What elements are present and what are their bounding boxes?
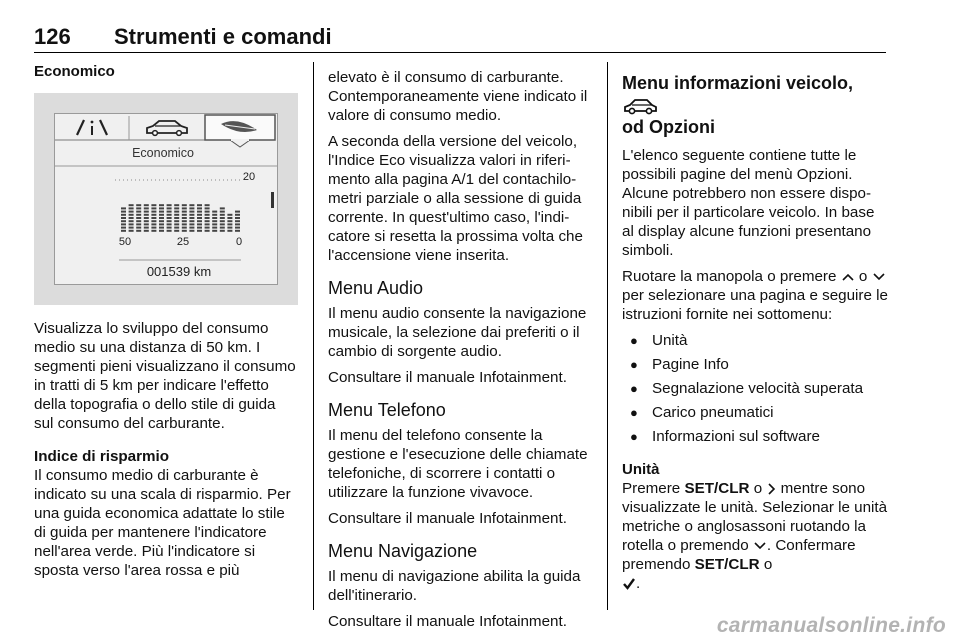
consumption-bar (220, 207, 225, 231)
chevron-right-icon (766, 482, 776, 496)
heading-menu-audio: Menu Audio (328, 278, 424, 298)
column-right (622, 72, 888, 600)
paragraph: Il consumo medio di carburante è indicato su una scala di risparmio. Per una guida economica adattate lo stile di guida per mantenere l'indicatore nell'area verde. Più l'indicatore si sposta verso l'area rossa e più (34, 467, 291, 579)
text-run: . (636, 575, 641, 592)
list-item: ● Informazioni sul software (622, 427, 888, 446)
heading-text: od Opzioni (622, 117, 715, 137)
chevron-down-icon (872, 272, 886, 282)
scale-label-0: 0 (235, 236, 243, 248)
consumption-bar (167, 204, 172, 232)
car-icon (622, 97, 658, 115)
text-run: . (766, 537, 772, 554)
consumption-bar (182, 204, 187, 232)
subheading-unita: Unità (622, 461, 660, 478)
paragraph (622, 267, 888, 324)
scale-label-25: 25 (176, 236, 190, 248)
heading-menu-telefono: Menu Telefono (328, 400, 446, 420)
consumption-bar (151, 204, 156, 232)
scale-label-50: 50 (118, 236, 132, 248)
text-run: Premere (622, 480, 681, 497)
page-header (34, 18, 886, 53)
page-number: 126 (34, 24, 71, 49)
key-label-set-clr: SET/CLR (694, 556, 760, 573)
paragraph: elevato è il consumo di carburante. Contemporaneamente viene indicato il valore di consumo medio. (328, 69, 588, 124)
paragraph: Consultare il manuale Infotainment. (328, 369, 567, 386)
consumption-bars (121, 204, 240, 232)
paragraph: Consultare il manuale Infotainment. (328, 613, 567, 630)
odometer-readout: 001539 km (146, 264, 212, 279)
heading-menu-informazioni-veicolo (622, 72, 888, 138)
paragraph: A seconda della versione del veicolo, l'Indice Eco visualizza valori in riferimento alla pagina A/1 del contachilometri parziale o alla sessione di guida corrente. In quest'ultimo caso, l'indicatore si resetta la prossima volta che l'accensione viene inserita. (328, 133, 583, 264)
consumption-bar (235, 211, 240, 232)
column-divider (313, 62, 314, 610)
scroll-indicator (271, 192, 274, 208)
heading-menu-navigazione: Menu Navigazione (328, 541, 478, 561)
checkmark-icon (622, 577, 636, 591)
section-heading-economico: Economico (34, 63, 115, 80)
watermark: carmanualsonline.info (716, 614, 946, 637)
consumption-bar (227, 214, 232, 232)
text-run: per selezionare una pagina e seguire le istruzioni fornite nei sottomenu: (622, 287, 888, 323)
consumption-bar (159, 204, 164, 232)
display-graphic (55, 114, 277, 284)
list-item: ● Unità (622, 331, 888, 350)
column-left (34, 62, 298, 587)
list-item: ● Carico pneumatici (622, 403, 888, 422)
consumption-bar (174, 204, 179, 232)
paragraph: Consultare il manuale Infotainment. (328, 510, 567, 527)
text-run: Ruotare la manopola o premere (622, 268, 837, 285)
display-tab-label: Economico (132, 146, 194, 160)
subheading-indice-di-risparmio: Indice di risparmio (34, 448, 170, 465)
instrument-display-figure (34, 93, 298, 305)
consumption-bar (212, 211, 217, 232)
consumption-bar (144, 204, 149, 232)
chapter-title: Strumenti e comandi (114, 24, 332, 49)
options-list (622, 331, 888, 446)
column-middle (328, 68, 592, 638)
consumption-bar (121, 207, 126, 231)
consumption-bar (205, 204, 210, 232)
text-run: o (858, 268, 868, 285)
text-run: mentre sono visualizzate le unità. Selezionar le unità metriche o anglosassoni ruotando la rotella o premendo (622, 480, 888, 554)
scale-max-label: 20 (242, 171, 256, 183)
chevron-down-icon (753, 541, 767, 551)
paragraph (622, 479, 888, 593)
paragraph: Il menu di navigazione abilita la guida dell'itinerario. (328, 568, 581, 604)
list-item: ● Pagine Info (622, 355, 888, 374)
chevron-up-icon (841, 272, 855, 282)
text-run: o (753, 480, 763, 497)
heading-text: Menu informazioni veicolo, (622, 73, 854, 93)
display-screen (54, 113, 278, 285)
paragraph: Il menu del telefono consente la gestione e l'esecuzione delle chiamate telefoniche, di scorrere i contatti o utilizzare la funzione vivavoce. (328, 427, 588, 501)
consumption-bar (189, 204, 194, 232)
consumption-bar (136, 204, 141, 232)
road-info-icon (77, 120, 107, 135)
paragraph: Il menu audio consente la navigazione musicale, la selezione dai preferiti o il cambio di sorgente audio. (328, 305, 587, 360)
paragraph: Visualizza lo sviluppo del consumo medio su una distanza di 50 km. I segmenti pieni visualizzano il consumo in tratti di 5 km per indicare l'effetto della topografia o dello stile di guida sul consumo del carburante. (34, 320, 296, 432)
car-icon (147, 121, 187, 135)
text-run: Confermare premendo (622, 537, 856, 573)
consumption-bar (197, 204, 202, 232)
list-item: ● Segnalazione velocità superata (622, 379, 888, 398)
key-label-set-clr: SET/CLR (684, 480, 750, 497)
consumption-bar (129, 204, 134, 232)
paragraph: L'elenco seguente contiene tutte le possibili pagine del menù Opzioni. Alcune potrebbero non essere disponibili per il particolare veicolo. In base al display alcune funzioni presentano simboli. (622, 147, 875, 259)
column-divider (607, 62, 608, 610)
text-run: o (763, 556, 773, 573)
